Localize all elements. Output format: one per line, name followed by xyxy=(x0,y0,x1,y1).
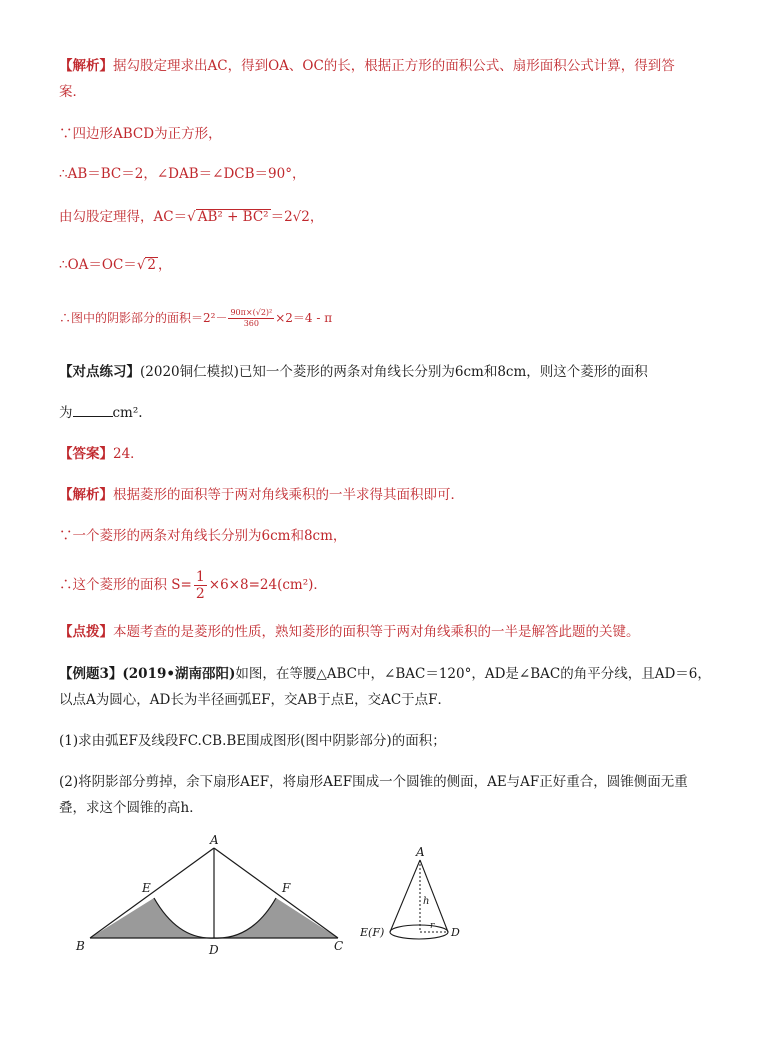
step-1: ∵四边形ABCD为正方形， xyxy=(59,126,222,142)
practice-text-pre: 为 xyxy=(59,405,73,421)
tip-line xyxy=(59,622,640,642)
cone-label-h: h xyxy=(423,896,430,907)
cone-label-EF: E(F) xyxy=(360,926,385,939)
practice-step-2-suffix: ×6×8=24(cm²)． xyxy=(208,577,327,593)
label-E: E xyxy=(142,881,151,895)
analysis-tag: 【解析】 xyxy=(59,58,113,74)
label-C: C xyxy=(334,939,344,953)
practice-tag: 【对点练习】 xyxy=(59,364,140,380)
step-5-prefix: ∴图中的阴影部分的面积＝2²－ xyxy=(59,311,228,325)
triangle-figure xyxy=(60,832,360,962)
step-5-fraction xyxy=(228,308,274,329)
cone-label-r: r xyxy=(430,921,435,931)
step-4-prefix: ∴OA＝OC＝ xyxy=(59,257,137,273)
step-4-suffix: ， xyxy=(158,257,172,273)
answer-line xyxy=(59,444,144,464)
example-3-question-2: (2)将阴影部分剪掉，余下扇形AEF，将扇形AEF围成一个圆锥的侧面，AE与AF正好重合，圆锥侧面无重 xyxy=(59,774,688,790)
practice-step-2-numerator: 1 xyxy=(195,569,205,585)
analysis-continued: 案． xyxy=(59,84,86,100)
cone-left-side xyxy=(390,860,420,932)
example-3-line2: 以点A为圆心，AD长为半径画弧EF，交AB于点E，交AC于点F． xyxy=(59,692,452,708)
answer-text: 24． xyxy=(113,446,144,462)
step-2: ∴AB＝BC＝2，∠DAB＝∠DCB＝90°， xyxy=(59,166,306,182)
label-B: B xyxy=(76,939,85,953)
step-3-radicand: AB² + BC² xyxy=(197,209,269,225)
analysis-line xyxy=(59,56,675,76)
example-3-line1 xyxy=(59,664,711,684)
label-F: F xyxy=(282,881,291,895)
practice-step-2-denominator: 2 xyxy=(195,586,205,602)
example-3-tag: 【例题3】(2019•湖南邵阳) xyxy=(59,666,236,682)
step-5-denominator: 360 xyxy=(243,319,259,328)
label-D: D xyxy=(209,943,219,957)
step-4-radicand: 2 xyxy=(147,257,157,273)
shaded-region-right xyxy=(214,898,338,938)
practice-question xyxy=(59,362,648,382)
step-5 xyxy=(59,308,332,329)
answer-tag: 【答案】 xyxy=(59,446,113,462)
answer-blank xyxy=(73,402,113,417)
practice-analysis-text: 根据菱形的面积等于两对角线乘积的一半求得其面积即可． xyxy=(113,487,464,503)
practice-step-1: ∵一个菱形的两条对角线长分别为6cm和8cm， xyxy=(59,528,347,544)
step-3-suffix: ＝2√2， xyxy=(270,209,324,225)
cone-label-D: D xyxy=(451,926,460,939)
step-3-prefix: 由勾股定理得，AC＝ xyxy=(59,209,188,225)
label-A: A xyxy=(210,833,219,847)
practice-step-2-prefix: ∴这个菱形的面积 S= xyxy=(59,577,192,593)
tip-tag: 【点拨】 xyxy=(59,624,113,640)
practice-analysis-tag: 【解析】 xyxy=(59,487,113,503)
practice-text-post: cm². xyxy=(112,405,143,421)
practice-step-2-fraction xyxy=(194,569,207,602)
example-3-text: 如图，在等腰△ABC中，∠BAC＝120°，AD是∠BAC的角平分线，且AD＝6， xyxy=(235,666,711,682)
practice-analysis-line xyxy=(59,485,464,505)
practice-text: (2020铜仁模拟)已知一个菱形的两条对角线长分别为6cm和8cm，则这个菱形的面积 xyxy=(140,364,648,380)
practice-question-line2 xyxy=(59,402,143,423)
shaded-region-left xyxy=(90,898,214,938)
step-5-suffix: ×2＝4 - π xyxy=(275,311,333,325)
example-3-question-1: (1)求由弧EF及线段FC.CB.BE围成图形(图中阴影部分)的面积； xyxy=(59,733,446,749)
cone-figure xyxy=(360,840,470,950)
example-3-question-2-cont: 叠，求这个圆锥的高h． xyxy=(59,800,203,816)
step-3: 由勾股定理得，AC＝√ AB² + BC² ＝2√2， xyxy=(59,209,324,225)
analysis-text: 据勾股定理求出AC，得到OA、OC的长，根据正方形的面积公式、扇形面积公式计算，得到答 xyxy=(113,58,675,74)
practice-step-2 xyxy=(59,569,327,602)
cone-base xyxy=(390,925,448,939)
step-4: ∴OA＝OC＝√ 2 ， xyxy=(59,257,172,273)
tip-text: 本题考查的是菱形的性质，熟知菱形的面积等于两对角线乘积的一半是解答此题的关键。 xyxy=(113,624,640,640)
step-5-numerator: 90π×(√2)² xyxy=(230,308,273,317)
cone-label-A: A xyxy=(416,845,425,859)
